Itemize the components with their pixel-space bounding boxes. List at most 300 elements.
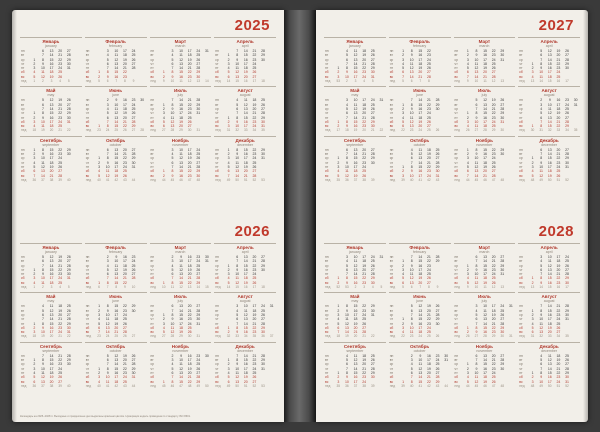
day-cell: 9 — [180, 255, 183, 259]
day-cell: 26 — [556, 173, 561, 178]
day-cell: 3 — [227, 366, 230, 371]
row-label: ср — [85, 263, 90, 268]
day-cell: 7 — [106, 276, 109, 281]
day-cell: 18 — [556, 106, 561, 111]
week-number-cell: 18 — [32, 334, 37, 339]
row-label: вт — [215, 152, 219, 157]
day-cell: 6 — [345, 147, 348, 152]
day-cell: 5 — [98, 321, 101, 326]
day-cell: 9 — [236, 362, 239, 367]
week-number-cell: 13 — [500, 285, 505, 290]
day-cell: 12 — [179, 267, 184, 272]
row-label: сб — [325, 70, 329, 75]
day-cell: 18 — [187, 263, 192, 268]
day-cell: 7 — [41, 317, 44, 322]
day-cell: 18 — [49, 370, 54, 375]
day-cell: 2 — [162, 173, 165, 178]
day-cell: 27 — [500, 102, 505, 107]
day-cell: 5 — [162, 330, 165, 335]
day-cell: 26 — [491, 164, 496, 169]
day-cell: 29 — [500, 49, 505, 53]
month-table — [20, 98, 82, 132]
week-number-cell — [73, 384, 82, 388]
month-name-ru: Август — [237, 88, 253, 94]
row-label: пт — [85, 370, 90, 375]
day-cell: 4 — [540, 106, 543, 111]
day-cell: 11 — [41, 280, 45, 285]
day-cell: 21 — [418, 74, 423, 79]
day-cell: 4 — [33, 370, 36, 375]
month-name-ru: Апрель — [540, 39, 558, 44]
day-cell: 9 — [345, 375, 348, 380]
week-number-cell — [571, 384, 580, 388]
day-cell: 6 — [540, 362, 543, 367]
day-cell: 27 — [362, 325, 367, 330]
month-september-2027 — [324, 136, 386, 182]
week-number-cell: 29 — [179, 334, 183, 339]
month-name-en: july — [177, 93, 184, 98]
day-cell: 30 — [565, 160, 570, 165]
week-number-cell: 14 — [539, 285, 543, 290]
day-cell: 20 — [122, 272, 127, 277]
day-cell: 14 — [547, 57, 552, 62]
month-table — [454, 98, 516, 132]
day-cell: 7 — [171, 164, 174, 169]
row-label: сб — [150, 169, 155, 174]
day-cell: 21 — [362, 115, 367, 120]
row-label: пн — [21, 353, 25, 358]
page-edge-left — [12, 10, 17, 422]
row-label: пн — [454, 98, 459, 103]
day-cell: 17 — [418, 325, 423, 330]
day-cell: 12 — [474, 379, 479, 384]
row-label: пт — [325, 164, 329, 169]
month-name-ru: Июль — [477, 294, 491, 300]
day-cell: 27 — [196, 370, 201, 375]
week-number-cell — [138, 334, 147, 338]
day-cell: 25 — [187, 325, 192, 330]
day-cell: 25 — [58, 370, 63, 375]
day-cell: 12 — [179, 57, 184, 62]
day-cell: 14 — [243, 353, 248, 358]
day-cell: 5 — [171, 156, 174, 161]
week-number-cell: 27 — [162, 334, 166, 339]
day-cell: 31 — [379, 98, 384, 103]
day-cell: 12 — [235, 164, 240, 169]
day-cell: 3 — [540, 255, 543, 259]
week-number-cell — [507, 384, 516, 388]
week-number-cell: 43 — [123, 177, 127, 182]
week-label: нед — [215, 128, 221, 133]
day-cell: 9 — [475, 366, 478, 371]
row-label: ср — [519, 263, 523, 268]
day-cell: 11 — [409, 330, 414, 335]
day-cell: 18 — [483, 61, 488, 66]
day-cell: 22 — [122, 366, 127, 371]
week-label: нед — [325, 285, 331, 290]
row-label: чт — [325, 317, 329, 322]
row-label: вс — [389, 124, 394, 129]
year-block-2026 — [12, 216, 284, 422]
week-number-row — [214, 285, 276, 289]
day-cell: 30 — [204, 353, 209, 358]
day-cell: 15 — [114, 366, 119, 371]
week-number-cell: 27 — [474, 334, 479, 339]
day-cell: 9 — [345, 124, 348, 129]
month-february-2028 — [389, 243, 451, 289]
month-january-2028 — [324, 243, 386, 289]
day-cell: 24 — [426, 57, 431, 62]
row-label: вт — [389, 102, 393, 107]
week-number-cell: 19 — [41, 128, 45, 133]
row-label: чт — [150, 61, 154, 66]
day-cell: 9 — [410, 263, 413, 268]
week-number-cell: 30 — [530, 128, 535, 133]
month-name-ru: Январь — [346, 39, 364, 44]
row-label: пн — [454, 147, 459, 152]
week-number-cell: 6 — [98, 285, 100, 290]
day-cell: 31 — [66, 330, 71, 335]
day-cell: 30 — [66, 115, 71, 120]
week-number-cell: 31 — [196, 128, 201, 133]
day-cell: 22 — [556, 156, 561, 161]
row-label: пн — [150, 255, 155, 259]
week-number-cell: 43 — [435, 177, 440, 182]
row-label: чт — [215, 366, 219, 371]
row-label: чт — [150, 317, 154, 322]
week-number-cell — [73, 285, 82, 289]
month-name-ru: Апрель — [540, 245, 558, 250]
month-name-ru: Март — [174, 245, 187, 250]
day-cell: 29 — [435, 259, 440, 264]
day-cell: 22 — [122, 156, 127, 161]
day-cell: 28 — [261, 353, 266, 358]
week-number-row — [389, 334, 451, 338]
row-label: сб — [454, 375, 459, 380]
day-cell: 15 — [418, 317, 423, 322]
row-label: пт — [389, 272, 394, 277]
day-cell: 20 — [556, 267, 561, 272]
day-cell: 21 — [49, 173, 54, 178]
week-label: нед — [454, 334, 460, 339]
day-cell: 25 — [58, 124, 63, 129]
day-cell: 9 — [236, 119, 239, 124]
month-name-en: july — [481, 93, 488, 98]
row-label: пн — [21, 98, 25, 103]
month-july-2026 — [150, 292, 212, 338]
day-cell: 4 — [41, 304, 44, 309]
month-name-en: september — [42, 348, 60, 353]
day-cell: 30 — [261, 119, 266, 124]
day-cell: 27 — [58, 379, 63, 384]
day-cell: 19 — [483, 66, 488, 71]
day-cell: 2 — [33, 61, 36, 66]
month-february-2026 — [85, 243, 147, 289]
day-cell: 2 — [98, 370, 101, 375]
day-cell: 12 — [547, 111, 552, 116]
day-cell: 16 — [122, 98, 127, 103]
day-cell: 25 — [252, 276, 257, 281]
day-cell: 11 — [105, 317, 110, 322]
row-label: ср — [85, 57, 90, 62]
day-cell: 5 — [171, 267, 174, 272]
day-cell: 15 — [243, 263, 248, 268]
day-cell: 26 — [491, 66, 496, 71]
month-name-ru: Июль — [173, 294, 187, 300]
week-number-cell: 7 — [419, 285, 422, 290]
day-cell: 30 — [204, 255, 209, 259]
day-cell: 22 — [252, 358, 257, 363]
month-name-en: march — [175, 250, 186, 254]
day-cell: 15 — [114, 304, 119, 309]
day-cell: 31 — [131, 375, 136, 380]
day-cell: 29 — [131, 304, 136, 309]
day-cell: 22 — [252, 325, 257, 330]
day-cell: 21 — [362, 61, 367, 66]
week-number-cell: 28 — [140, 128, 144, 133]
day-cell: 8 — [41, 321, 44, 326]
month-name-ru: Февраль — [409, 39, 430, 44]
month-table — [389, 304, 451, 338]
day-cell: 11 — [41, 70, 45, 75]
day-cell: 22 — [362, 276, 367, 281]
day-cell: 28 — [66, 317, 71, 322]
day-cell: 3 — [33, 156, 36, 161]
month-name-en: march — [479, 44, 490, 48]
day-cell: 17 — [114, 164, 119, 169]
row-label: чт — [389, 366, 393, 371]
row-label: ср — [21, 57, 25, 62]
row-label: пн — [150, 49, 155, 53]
day-cell: 12 — [40, 74, 45, 79]
week-number-row — [85, 79, 147, 83]
week-number-row — [389, 79, 451, 83]
day-cell: 25 — [196, 263, 201, 268]
day-cell: 1 — [337, 156, 340, 161]
day-cell: 10 — [483, 304, 488, 309]
day-cell: 24 — [58, 66, 63, 71]
week-number-cell: 15 — [548, 79, 552, 84]
week-number-cell: 46 — [483, 383, 487, 388]
day-cell: 15 — [49, 147, 54, 152]
day-cell: 2 — [466, 330, 469, 335]
day-cell: 23 — [491, 152, 496, 157]
day-cell: 29 — [565, 124, 570, 129]
day-cell: 23 — [426, 169, 431, 174]
day-cell: 29 — [66, 111, 71, 116]
day-cell: 13 — [483, 317, 488, 322]
day-cell: 10 — [40, 276, 45, 281]
day-cell: 1 — [466, 325, 469, 330]
day-cell: 6 — [236, 317, 239, 322]
row-label: вс — [85, 379, 90, 384]
day-cell: 13 — [179, 160, 184, 165]
week-number-cell: 22 — [401, 334, 405, 339]
row-label: вт — [85, 358, 89, 363]
week-number-cell: 17 — [565, 285, 569, 290]
day-cell: 23 — [252, 362, 257, 367]
day-cell: 28 — [435, 160, 440, 165]
row-label: пн — [21, 304, 25, 309]
row-label: пт — [215, 272, 219, 277]
day-cell: 19 — [187, 366, 192, 371]
week-number-cell: 41 — [105, 383, 110, 388]
row-label: пн — [215, 304, 219, 309]
day-cell: 13 — [353, 57, 358, 62]
month-april-2027 — [518, 37, 580, 83]
week-number-cell: 7 — [419, 79, 422, 84]
row-label: чт — [519, 160, 523, 165]
day-cell: 30 — [500, 115, 505, 120]
day-cell: 30 — [565, 280, 570, 285]
day-cell: 5 — [227, 164, 230, 169]
day-cell: 21 — [187, 375, 192, 380]
day-cell: 24 — [362, 74, 367, 79]
row-label: пн — [215, 255, 219, 259]
week-number-cell: 10 — [162, 285, 166, 290]
day-cell: 3 — [337, 74, 340, 79]
day-cell: 3 — [227, 272, 230, 277]
day-cell: 18 — [114, 379, 119, 384]
day-cell: 30 — [500, 366, 505, 371]
day-cell: 8 — [345, 276, 348, 281]
row-label: сб — [215, 325, 219, 330]
row-label: пн — [519, 49, 523, 53]
day-cell: 1 — [33, 267, 36, 272]
week-label: нед — [454, 383, 460, 388]
day-cell: 9 — [540, 375, 543, 380]
day-cell: 28 — [261, 49, 266, 53]
month-table — [454, 49, 516, 83]
day-cell: 27 — [435, 308, 440, 313]
months-grid-2028 — [324, 243, 580, 388]
day-cell: 11 — [41, 160, 45, 165]
month-table — [389, 98, 451, 132]
year-block-2027 — [316, 10, 588, 216]
row-label: пн — [454, 255, 459, 259]
day-cell: 3 — [33, 66, 36, 71]
day-cell: 29 — [131, 366, 136, 371]
day-cell: 15 — [49, 358, 54, 363]
row-label: вс — [519, 74, 523, 79]
day-cell: 13 — [235, 169, 240, 174]
day-cell: 23 — [122, 160, 127, 165]
day-cell: 5 — [531, 173, 534, 178]
row-label: сб — [389, 119, 394, 124]
day-cell: 20 — [362, 147, 367, 152]
row-label: ср — [325, 312, 329, 317]
day-cell: 28 — [362, 330, 367, 335]
day-cell: 8 — [106, 280, 109, 285]
week-number-cell: 5 — [98, 79, 100, 84]
day-cell: 5 — [106, 353, 109, 358]
day-cell: 7 — [345, 272, 348, 277]
day-cell: 23 — [122, 308, 127, 313]
week-number-cell: 52 — [565, 383, 569, 388]
day-cell: 15 — [353, 66, 358, 71]
week-number-cell: 25 — [114, 334, 119, 339]
day-cell: 19 — [353, 321, 358, 326]
week-number-cell — [267, 128, 276, 132]
day-cell: 4 — [466, 124, 469, 129]
day-cell: 26 — [435, 152, 440, 157]
day-cell: 20 — [187, 61, 192, 66]
week-number-cell: 7 — [115, 79, 118, 84]
month-name-en: december — [541, 142, 558, 147]
day-cell: 24 — [556, 379, 561, 384]
day-cell: 30 — [261, 267, 266, 272]
day-cell: 23 — [426, 53, 431, 58]
day-cell: 26 — [66, 308, 71, 313]
row-label: ср — [454, 362, 458, 367]
day-cell: 16 — [243, 119, 248, 124]
row-label: чт — [454, 111, 458, 116]
day-cell: 15 — [483, 325, 488, 330]
day-cell: 26 — [500, 312, 505, 317]
week-number-cell — [267, 79, 276, 83]
day-cell: 12 — [547, 358, 552, 363]
day-cell: 17 — [49, 276, 54, 281]
day-cell: 3 — [171, 49, 174, 53]
day-cell: 28 — [370, 115, 375, 120]
day-cell: 8 — [345, 370, 348, 375]
day-cell: 22 — [426, 317, 431, 322]
day-cell: 6 — [171, 61, 174, 66]
day-cell: 30 — [500, 53, 505, 58]
row-label: вт — [150, 259, 154, 264]
day-cell: 14 — [547, 152, 552, 157]
day-cell: 9 — [236, 57, 239, 62]
row-label: ср — [21, 156, 25, 161]
day-cell: 10 — [40, 156, 45, 161]
day-cell: 29 — [196, 312, 201, 317]
day-cell: 24 — [491, 272, 496, 277]
day-cell: 4 — [410, 147, 413, 152]
month-june-2026 — [85, 292, 147, 338]
row-label: вт — [21, 308, 25, 313]
day-cell: 26 — [196, 366, 201, 371]
day-cell: 14 — [179, 308, 184, 313]
week-number-cell: 44 — [466, 383, 470, 388]
week-number-cell: 18 — [261, 79, 265, 84]
week-number-row — [85, 334, 147, 338]
day-cell: 26 — [565, 263, 570, 268]
day-cell: 9 — [410, 106, 413, 111]
row-label: чт — [454, 267, 458, 272]
week-label: нед — [150, 128, 156, 133]
day-cell: 12 — [483, 312, 488, 317]
day-cell: 22 — [187, 70, 192, 75]
row-label: вс — [21, 280, 25, 285]
day-cell: 24 — [122, 375, 127, 380]
row-label: сб — [454, 276, 459, 281]
day-cell: 20 — [491, 102, 496, 107]
day-cell: 4 — [227, 276, 230, 281]
day-cell: 7 — [41, 106, 44, 111]
day-cell: 3 — [171, 358, 174, 363]
day-cell: 19 — [483, 379, 488, 384]
week-number-cell: 21 — [362, 334, 366, 339]
day-cell: 3 — [466, 272, 469, 277]
day-cell: 15 — [243, 358, 248, 363]
day-cell: 2 — [337, 70, 340, 75]
day-cell: 12 — [105, 321, 110, 326]
week-number-cell: 43 — [123, 383, 127, 388]
week-label: нед — [85, 285, 92, 290]
week-number-cell: 12 — [187, 79, 192, 84]
week-label: нед — [454, 128, 460, 133]
day-cell: 19 — [491, 312, 496, 317]
